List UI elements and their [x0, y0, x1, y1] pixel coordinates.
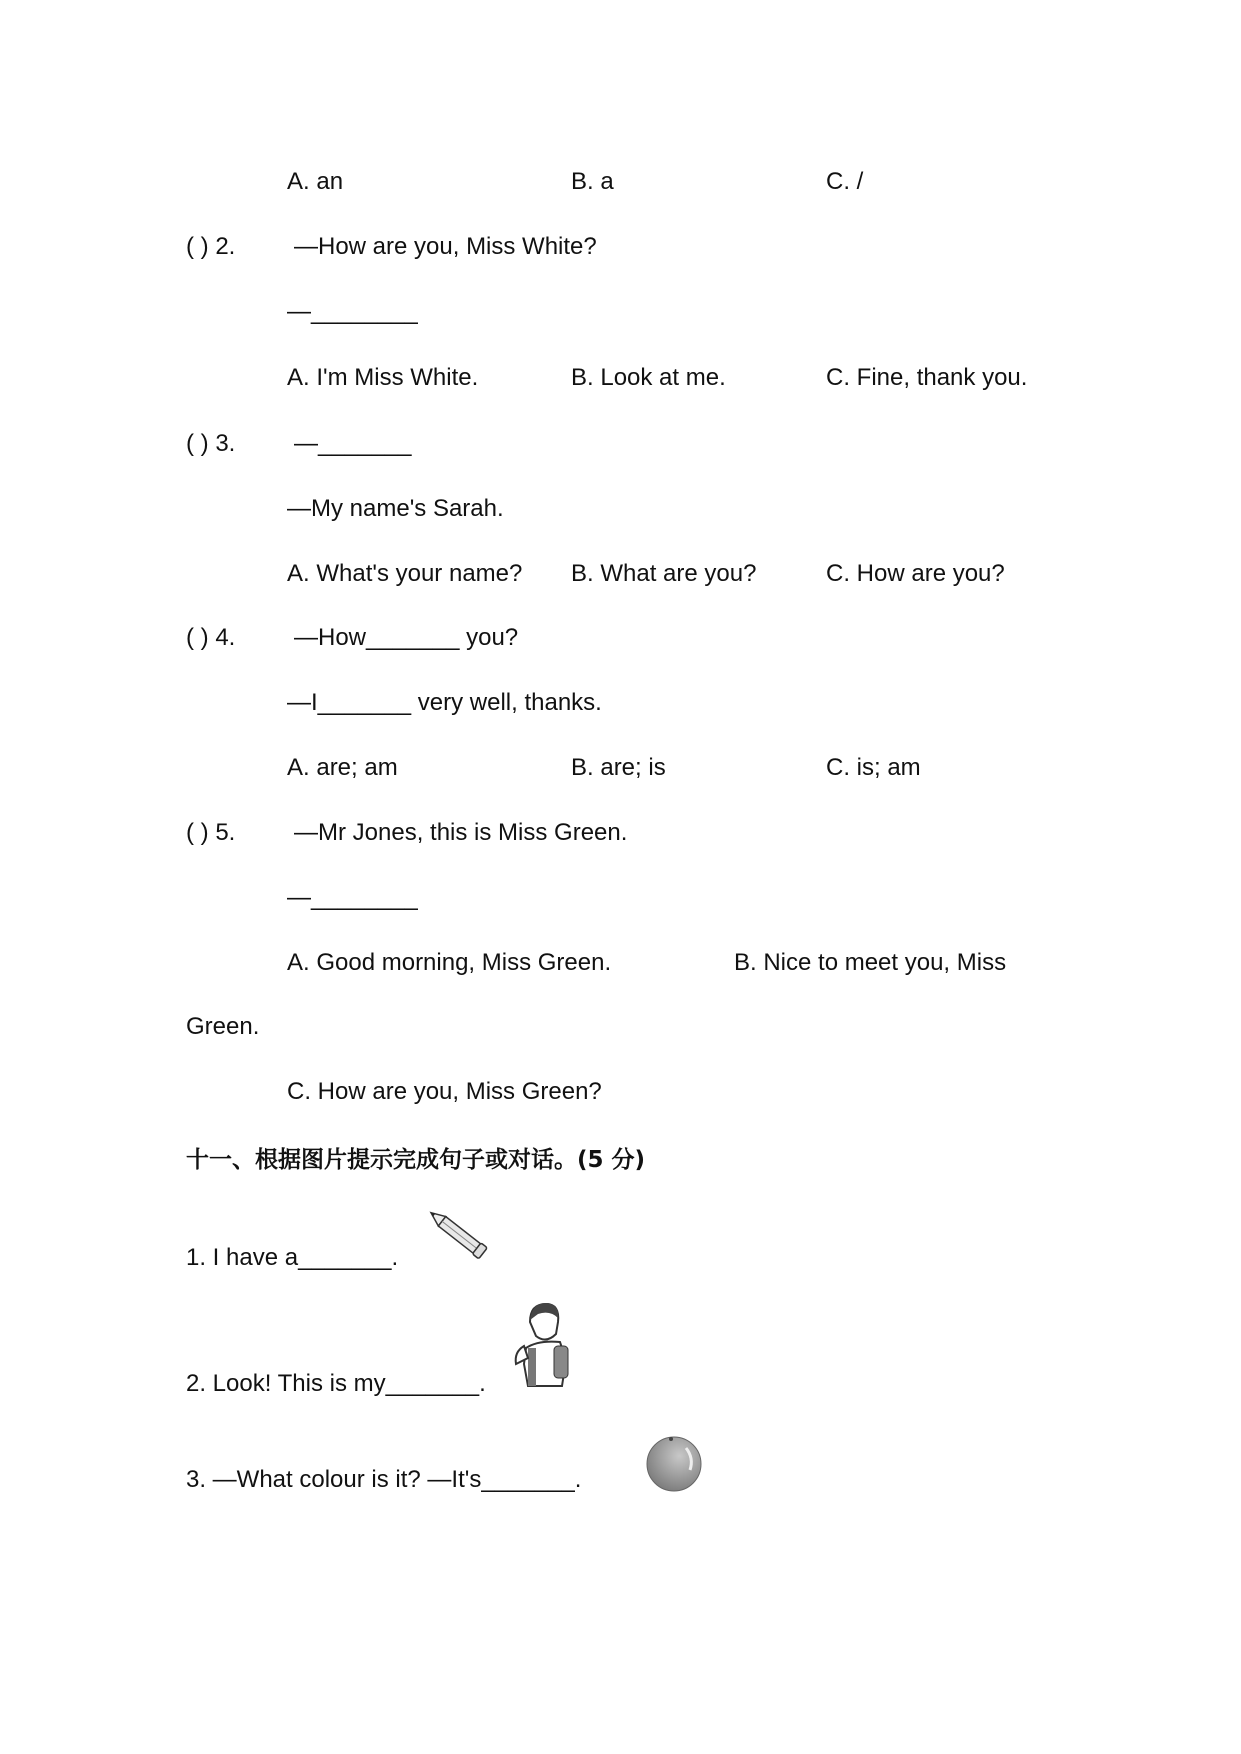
q4-option-a: A. are; am [287, 754, 398, 781]
q2-answer: —________ [287, 298, 418, 325]
q5-option-b: B. Nice to meet you, Miss [734, 949, 1007, 976]
q3-question: —_______ [294, 430, 412, 457]
q4-option-b: B. are; is [571, 754, 666, 781]
orange-icon [644, 1434, 704, 1492]
q3-option-b: B. What are you? [571, 560, 757, 587]
q2-option-b: B. Look at me. [571, 364, 726, 391]
q3-option-c: C. How are you? [826, 560, 1005, 587]
q4-option-c: C. is; am [826, 754, 921, 781]
q4-answer: —I_______ very well, thanks. [287, 689, 602, 716]
q5-bracket: ( ) 5. [186, 819, 236, 846]
q5-option-c: C. How are you, Miss Green? [287, 1078, 602, 1105]
boy-with-backpack-icon [512, 1300, 576, 1390]
q5-answer: —________ [287, 884, 418, 911]
q3-option-a: A. What's your name? [287, 560, 523, 587]
q5-option-b-continued: Green. [186, 1013, 260, 1040]
q4-question: —How_______ you? [294, 624, 519, 651]
q3-answer: —My name's Sarah. [287, 495, 504, 522]
picture-item-2: 2. Look! This is my_______. [186, 1370, 486, 1397]
q1-option-c: C. / [826, 168, 864, 195]
picture-item-3: 3. —What colour is it? —It's_______. [186, 1466, 582, 1493]
q2-option-c: C. Fine, thank you. [826, 364, 1028, 391]
pencil-icon [422, 1203, 492, 1263]
q3-bracket: ( ) 3. [186, 430, 236, 457]
q2-bracket: ( ) 2. [186, 233, 236, 260]
q5-question: —Mr Jones, this is Miss Green. [294, 819, 628, 846]
q1-option-a: A. an [287, 168, 344, 195]
picture-item-1: 1. I have a_______. [186, 1244, 399, 1271]
q2-option-a: A. I'm Miss White. [287, 364, 479, 391]
q5-option-a: A. Good morning, Miss Green. [287, 949, 612, 976]
q2-question: —How are you, Miss White? [294, 233, 597, 260]
q4-bracket: ( ) 4. [186, 624, 236, 651]
section-heading: 十一、根据图片提示完成句子或对话。(5 分) [186, 1147, 646, 1173]
q1-option-b: B. a [571, 168, 614, 195]
